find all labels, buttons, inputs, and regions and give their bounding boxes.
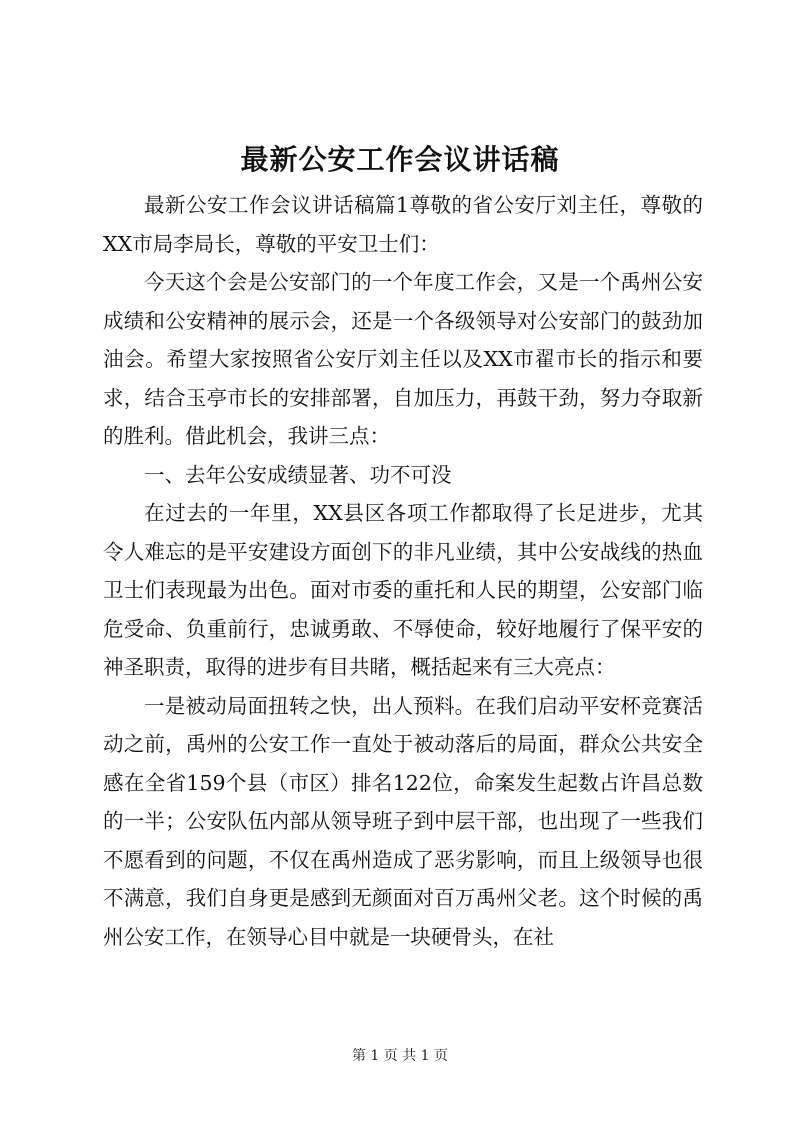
section-heading-1: 一、去年公安成绩显著、功不可没 — [144, 462, 452, 487]
paragraph-highlight-1: 一是被动局面扭转之快，出人预料。在我们启动平安杯竞赛活动之前，禹州的公安工作一直处于被动落后的局面，群众公共安全感在全省159个县（市区）排名122位，命案发生起数占许昌总数的一半；公安队伍内部从领导班子到中层干部，也出现了一些我们不愿看到的问题，不仅在禹州造成了恶劣影响，而且上级领导也很不满意，我们自身更是感到无颜面对百万禹州父老。这个时候的禹州公安工作，在领导心目中就是一块硬骨头，在社 — [103, 693, 703, 949]
page-footer: 第 1 页 共 1 页 — [351, 1048, 449, 1064]
paragraph-intro: 今天这个会是公安部门的一个年度工作会，又是一个禹州公安成绩和公安精神的展示会，还是一个各级领导对公安部门的鼓劲加油会。希望大家按照省公安厅刘主任以及XX市翟市长的指示和要求，结合玉亭市长的安排部署，自加压力，再鼓干劲，努力夺取新的胜利。借此机会，我讲三点： — [103, 270, 703, 448]
paragraph-achievements: 在过去的一年里，XX县区各项工作都取得了长足进步，尤其令人难忘的是平安建设方面创下的非凡业绩，其中公安战线的热血卫士们表现最为出色。面对市委的重托和人民的期望，公安部门临危受命、负重前行，忠诚勇敢、不辱使命，较好地履行了保平安的神圣职责，取得的进步有目共睹，概括起来有三大亮点： — [103, 501, 703, 679]
document-title: 最新公安工作会议讲话稿 — [240, 143, 560, 176]
document-body — [103, 186, 703, 956]
paragraph-greeting: 最新公安工作会议讲话稿篇1尊敬的省公安厅刘主任，尊敬的XX市局李局长，尊敬的平安卫士们： — [103, 193, 703, 256]
